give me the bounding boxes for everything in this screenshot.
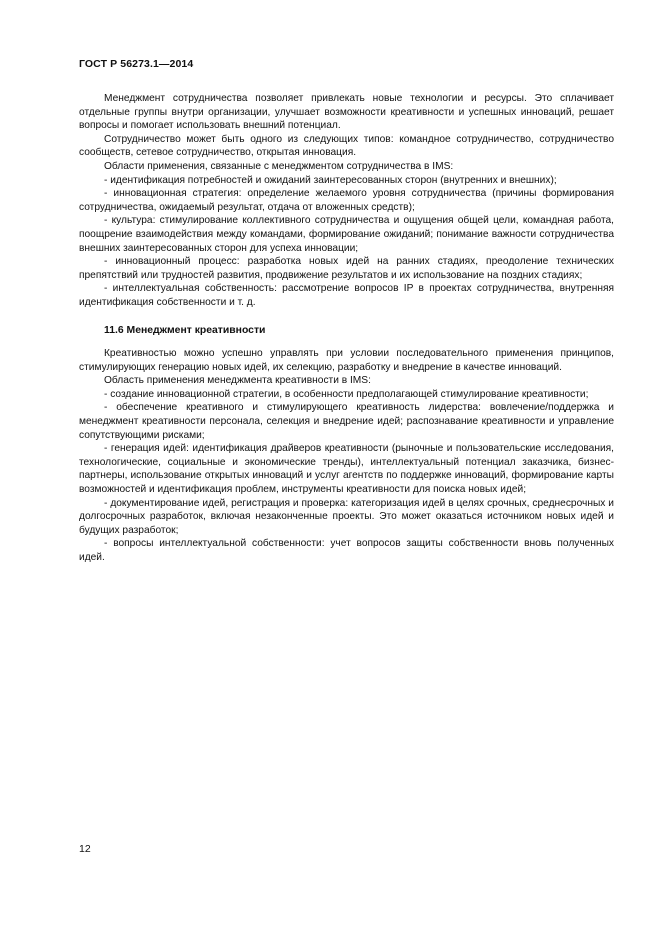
collaboration-block: [79, 92, 614, 310]
list-item: - инновационная стратегия: определение желаемого уровня сотрудничества (причины формирования сотрудничества, ожидаемый результат, отдача от вложенных средств);: [79, 188, 614, 213]
paragraph: Креативностью можно успешно управлять при условии последовательного применения принципов, стимулирующих генерацию новых идей, их селекцию, разработку и внедрение в качестве инноваций.: [79, 348, 614, 373]
paragraph: Область применения менеджмента креативности в IMS:: [104, 375, 371, 387]
paragraph: Области применения, связанные с менеджментом сотрудничества в IMS:: [104, 160, 454, 172]
list-item: - интеллектуальная собственность: рассмотрение вопросов IP в проектах сотрудничества, внутренняя идентификация собственности и т. д.: [79, 283, 614, 308]
list-item: - идентификация потребностей и ожиданий заинтересованных сторон (внутренних и внешних);: [104, 174, 557, 186]
list-item: - обеспечение креативного и стимулирующего креативность лидерства: вовлечение/поддержка и менеджмент креативности персонала, селекция и внедрение идей; распознавание креативности и управление сопутствующими рисками;: [79, 402, 614, 441]
section-heading: 11.6 Менеджмент креативности: [104, 324, 266, 336]
list-item: - вопросы интеллектуальной собственности: учет вопросов защиты собственности вновь полученных идей.: [79, 538, 614, 563]
list-item: - инновационный процесс: разработка новых идей на ранних стадиях, преодоление технических препятствий или трудностей развития, продвижение результатов и их использование на поздних стадиях;: [79, 256, 614, 281]
paragraph: Сотрудничество может быть одного из следующих типов: командное сотрудничество, сотрудничество сообществ, сетевое сотрудничество, открытая инновация.: [79, 133, 614, 159]
document-code-header: ГОСТ Р 56273.1—2014: [79, 58, 194, 70]
page-number: 12: [79, 843, 91, 855]
paragraph: Менеджмент сотрудничества позволяет привлекать новые технологии и ресурсы. Это сплачивает отдельные группы внутри организации, улучшает возможности креативности и успешных инноваций, решает вопросы и помогает использовать внешний потенциал.: [79, 93, 614, 132]
page-body: [79, 92, 614, 565]
list-item: - генерация идей: идентификация драйверов креативности (рыночные и пользовательские исследования, технологические, социальные и экономические тренды), интеллектуальный потенциал заказчика, бизнес-партнеры, использование открытых инноваций и услуг агентств по поддержке инноваций, формирование карты возможностей и идентификация проблем, инструменты креативности для поиска новых идей;: [79, 443, 614, 496]
list-item: - культура: стимулирование коллективного сотрудничества и ощущения общей цели, командная работа, поощрение взаимодействия между командами, формирование ожиданий; понимание важности сотрудничества внешних заинтересованных сторон для успеха инновации;: [79, 215, 614, 254]
list-item: - создание инновационной стратегии, в особенности предполагающей стимулирование креативности;: [104, 388, 589, 400]
list-item: - документирование идей, регистрация и проверка: категоризация идей в целях срочных, среднесрочных и долгосрочных разработок, включая незаконченные проекты. Это может оказаться источником новых идей и будущих разработок;: [79, 497, 614, 536]
creativity-block: [79, 347, 614, 565]
